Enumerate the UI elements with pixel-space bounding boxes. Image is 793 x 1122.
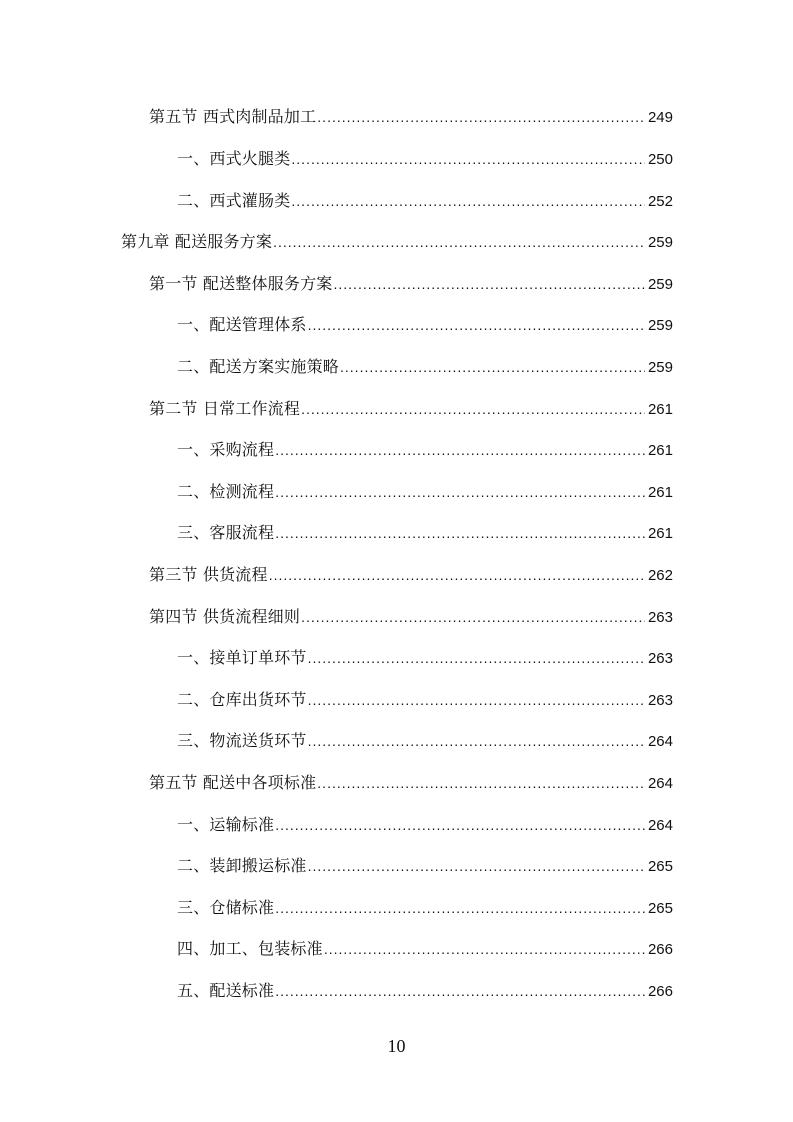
toc-entry-page: 265 [647, 858, 673, 875]
toc-leader-dots [269, 562, 645, 588]
toc-entry[interactable] [177, 936, 673, 962]
toc-entry-title: 四、加工、包装标准 [177, 939, 323, 958]
toc-entry-title: 二、检测流程 [177, 482, 275, 501]
toc-leader-dots [291, 146, 645, 172]
toc-entry-page: 261 [647, 401, 673, 418]
toc-leader-dots [275, 895, 645, 921]
toc-leader-dots [291, 188, 645, 214]
toc-entry[interactable] [149, 271, 673, 297]
toc-entry-page: 264 [647, 733, 673, 750]
toc-entry[interactable] [121, 229, 673, 255]
toc-entry-title: 三、物流送货环节 [177, 731, 307, 750]
toc-leader-dots [273, 229, 645, 255]
toc-entry[interactable] [149, 604, 673, 630]
toc-entry-title: 二、配送方案实施策略 [177, 357, 340, 376]
toc-entry[interactable] [177, 354, 673, 380]
toc-entry-page: 263 [647, 650, 673, 667]
toc-leader-dots [308, 312, 645, 338]
toc-entry-title: 第一节 配送整体服务方案 [149, 274, 333, 293]
toc-leader-dots [275, 437, 645, 463]
toc-entry-title: 二、仓库出货环节 [177, 690, 307, 709]
toc-entry-page: 249 [647, 109, 673, 126]
toc-leader-dots [308, 728, 645, 754]
toc-entry[interactable] [177, 728, 673, 754]
toc-entry[interactable] [177, 645, 673, 671]
toc-entry-page: 261 [647, 442, 673, 459]
toc-entry-page: 264 [647, 775, 673, 792]
toc-leader-dots [308, 645, 645, 671]
toc-entry-page: 259 [647, 234, 673, 251]
toc-entry[interactable] [177, 437, 673, 463]
toc-entry-title: 一、接单订单环节 [177, 648, 307, 667]
toc-entry[interactable] [149, 770, 673, 796]
toc-entry[interactable] [149, 104, 673, 130]
toc-entry-title: 三、仓储标准 [177, 898, 275, 917]
toc-entry-page: 263 [647, 609, 673, 626]
toc-entry[interactable] [177, 479, 673, 505]
toc-leader-dots [308, 853, 645, 879]
toc-entry-page: 259 [647, 317, 673, 334]
toc-entry-title: 第五节 西式肉制品加工 [149, 107, 317, 126]
toc-leader-dots [275, 520, 645, 546]
toc-entry-title: 第九章 配送服务方案 [121, 232, 273, 251]
toc-entry[interactable] [177, 895, 673, 921]
toc-entry-page: 262 [647, 567, 673, 584]
toc-entry[interactable] [177, 520, 673, 546]
toc-leader-dots [275, 978, 645, 1004]
toc-entry[interactable] [149, 562, 673, 588]
toc-leader-dots [301, 396, 645, 422]
toc-entry-title: 一、采购流程 [177, 440, 275, 459]
toc-leader-dots [317, 770, 645, 796]
toc-entry-title: 第二节 日常工作流程 [149, 399, 301, 418]
toc-entry-title: 二、西式灌肠类 [177, 191, 291, 210]
toc-leader-dots [275, 479, 645, 505]
toc-entry-title: 第四节 供货流程细则 [149, 607, 301, 626]
toc-leader-dots [324, 936, 645, 962]
toc-entry-page: 265 [647, 900, 673, 917]
toc-entry[interactable] [177, 853, 673, 879]
toc-entry-page: 250 [647, 151, 673, 168]
toc-entry-page: 261 [647, 525, 673, 542]
toc-leader-dots [275, 812, 645, 838]
toc-entry-page: 266 [647, 983, 673, 1000]
toc-leader-dots [317, 104, 645, 130]
toc-entry[interactable] [177, 687, 673, 713]
toc-entry-title: 五、配送标准 [177, 981, 275, 1000]
toc-entry-page: 266 [647, 941, 673, 958]
toc-entry-title: 一、配送管理体系 [177, 315, 307, 334]
toc-entry-title: 第五节 配送中各项标准 [149, 773, 317, 792]
page-number: 10 [387, 1036, 406, 1056]
toc-entry[interactable] [177, 312, 673, 338]
toc-entry-title: 三、客服流程 [177, 523, 275, 542]
toc-entry[interactable] [177, 188, 673, 214]
toc-leader-dots [301, 604, 645, 630]
toc-entry-page: 261 [647, 484, 673, 501]
toc-leader-dots [334, 271, 645, 297]
toc-entry[interactable] [177, 812, 673, 838]
toc-entry-title: 一、运输标准 [177, 815, 275, 834]
toc-entry-page: 259 [647, 359, 673, 376]
toc-entry-title: 第三节 供货流程 [149, 565, 268, 584]
toc-leader-dots [340, 354, 645, 380]
toc-entry-page: 259 [647, 276, 673, 293]
toc-entry[interactable] [177, 146, 673, 172]
toc-entry[interactable] [149, 396, 673, 422]
toc-entry-title: 一、西式火腿类 [177, 149, 291, 168]
toc-entry-page: 263 [647, 692, 673, 709]
toc-entry-page: 264 [647, 817, 673, 834]
toc-leader-dots [308, 687, 645, 713]
toc-entry[interactable] [177, 978, 673, 1004]
toc-entry-page: 252 [647, 193, 673, 210]
toc-entry-title: 二、装卸搬运标准 [177, 856, 307, 875]
